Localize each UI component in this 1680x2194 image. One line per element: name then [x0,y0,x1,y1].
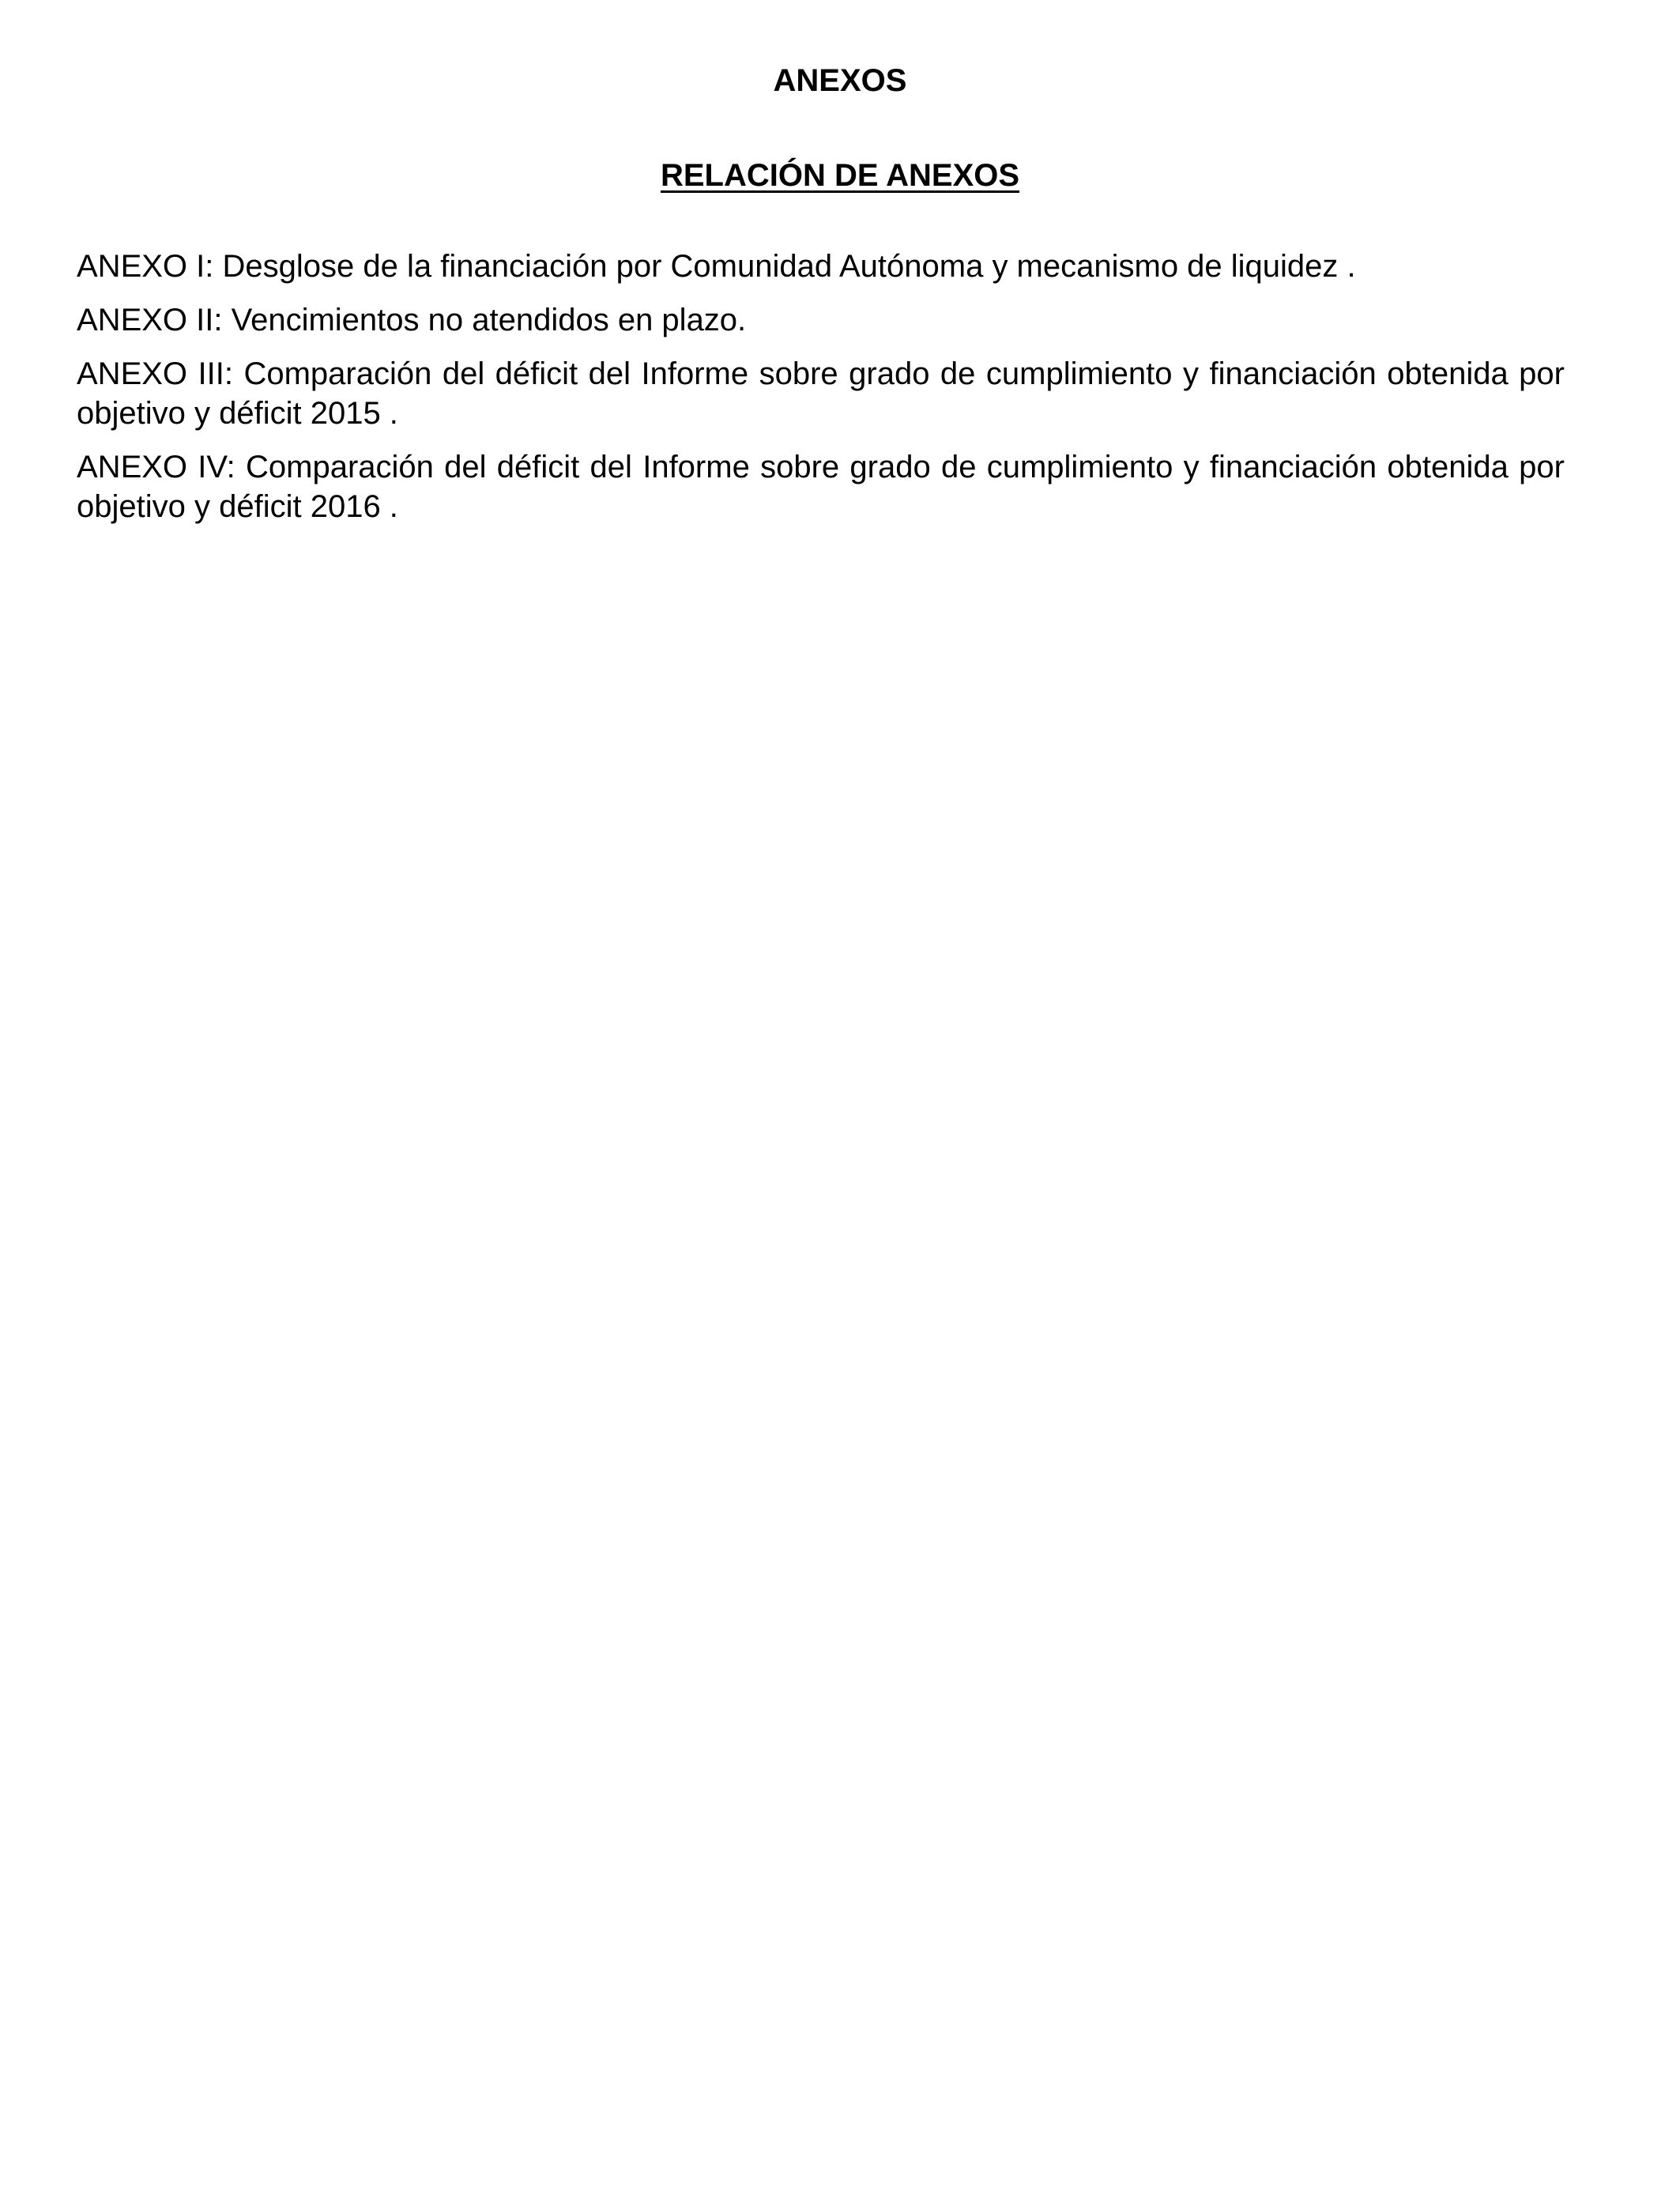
section-heading: RELACIÓN DE ANEXOS [660,158,1020,193]
annex-item-3: ANEXO III: Comparación del déficit del Informe sobre grado de cumplimiento y financiación obtenida por objetivo y déficit 2015 . [77,356,1565,431]
annex-list [77,247,1565,541]
annex-item-4: ANEXO IV: Comparación del déficit del Informe sobre grado de cumplimiento y financiación obtenida por objetivo y déficit 2016 . [77,450,1565,524]
page-title: ANEXOS [773,63,907,98]
annex-item-1: ANEXO I: Desglose de la financiación por Comunidad Autónoma y mecanismo de liquidez . [77,249,1356,284]
annex-item-2: ANEXO II: Vencimientos no atendidos en plazo. [77,303,747,337]
